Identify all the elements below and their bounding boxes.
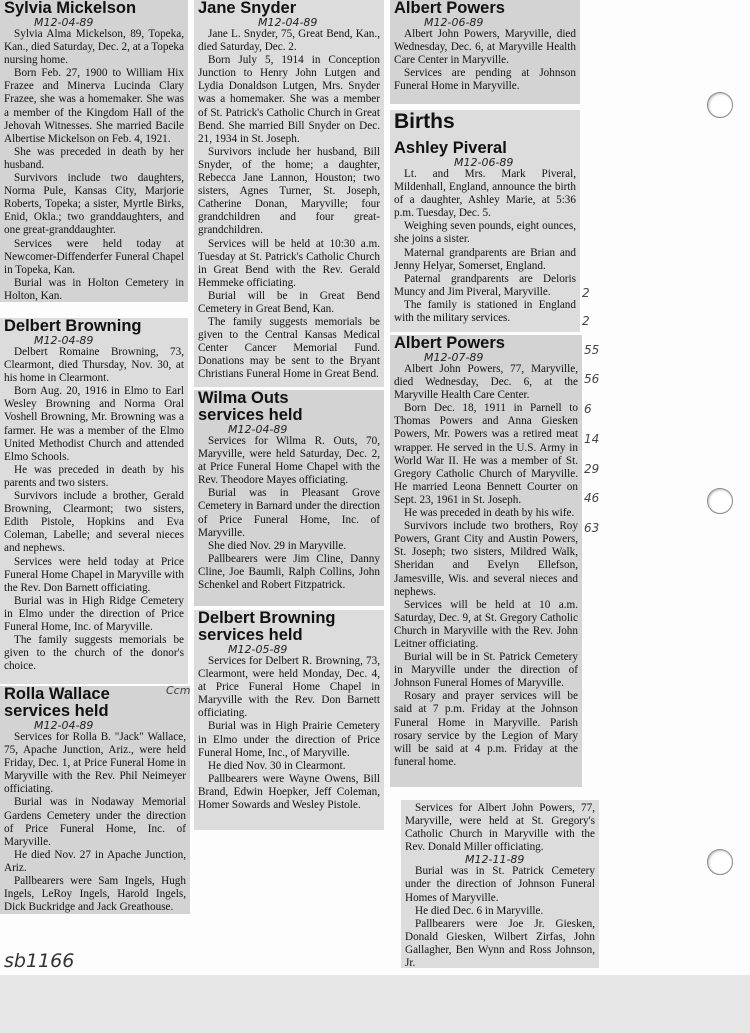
paragraph: Jane L. Snyder, 75, Great Bend, Kan., died Saturday, Dec. 2. xyxy=(198,28,380,54)
paragraph: Services for Albert John Powers, 77, Maryville, were held at St. Gregory's Catholic Church in Maryville with the Rev. Donald Miller officiating. xyxy=(405,802,595,854)
section-title: Births xyxy=(394,110,455,133)
paragraph: He was preceded in death by his wife. xyxy=(404,507,575,520)
obituary-heading: Sylvia Mickelson xyxy=(4,0,137,17)
paragraph: Rosary and prayer services will be said at 7 p.m. Friday at the Johnson Funeral Home in Maryville. Parish rosary service by the Legion of Mary will be said at 4 p.m. Friday at the funeral home. xyxy=(394,690,578,768)
paragraph: Burial will be in St. Patrick Cemetery in Maryville under the direction of Johnson Funeral Homes of Maryville. xyxy=(394,651,578,690)
obituary-heading: Jane Snyder xyxy=(198,0,297,17)
paragraph: Survivors include two brothers, Roy Powers, Grant City and Austin Powers, St. Joseph; two sisters, Mildred Walk, Sheridan and Evelyn Ellefson, Jamesville, Wis. and several nieces and nephews. xyxy=(394,520,578,598)
paragraph: Services will be held at 10:30 a.m. Tuesday at St. Patrick's Catholic Church in Great Bend with the Rev. Gerald Hemmeke officiating. xyxy=(198,237,380,289)
paragraph: Services for Rolla B. "Jack" Wallace, 75, Apache Junction, Ariz., were held Friday, Dec. 1, at Price Funeral Home in Maryville with the Rev. Phil Neimeyer officiating. xyxy=(4,731,186,796)
paragraph: Born July 5, 1914 in Conception Junction to Henry John Lutgen and Lydia Donaldson Lutgen, Mrs. Snyder was a homemaker. She was a member of St. Patrick's Catholic Church in Great Bend. She married Bill Snyder on Dec. 21, 1934 in St. Joseph. xyxy=(198,54,380,145)
clipping-jane-snyder xyxy=(194,0,384,387)
handwritten-date: M12-06-89 xyxy=(424,16,484,29)
handwritten-date: M12-04-89 xyxy=(34,334,94,347)
handwritten-date: M12-07-89 xyxy=(424,351,484,364)
margin-number: 29 xyxy=(584,462,600,476)
handwritten-date: M12-06-89 xyxy=(454,156,514,169)
obituary-heading: Albert Powers xyxy=(394,335,505,352)
clipping-albert-powers-notice xyxy=(390,0,580,104)
paragraph: Burial was in St. Patrick Cemetery under the direction of Johnson Funeral Homes of Maryville. xyxy=(405,865,595,904)
clipping-sylvia-mickelson xyxy=(0,0,188,302)
catalog-number: sb1166 xyxy=(4,950,75,972)
margin-number: 2 xyxy=(582,286,590,300)
obituary-heading: Wilma Outs services held xyxy=(198,390,303,424)
margin-note-ccm: Ccm xyxy=(166,684,191,697)
paragraph: Paternal grandparents are Deloris Muncy and Jim Piveral, Maryville. xyxy=(394,272,576,298)
paragraph: The family suggests memorials be given to the church of the donor's choice. xyxy=(4,634,184,673)
margin-number: 2 xyxy=(582,314,590,328)
handwritten-date: M12-04-89 xyxy=(34,719,94,732)
paragraph: Albert John Powers, Maryville, died Wednesday, Dec. 6, at Maryville Health Care Center in Maryville. xyxy=(394,28,576,67)
paragraph: She was preceded in death by her husband. xyxy=(4,145,184,171)
paragraph: Delbert Romaine Browning, 73, Clearmont, died Thursday, Nov. 30, at his home in Clearmont. xyxy=(4,346,184,385)
paragraph: Burial was in High Ridge Cemetery in Elmo under the direction of Price Funeral Home, Inc. of Maryville. xyxy=(4,594,184,633)
paragraph: Pallbearers were Wayne Owens, Bill Brand, Edwin Hoepker, Jeff Coleman, Homer Sowards and Wesley Pistole. xyxy=(198,772,380,812)
paragraph: Maternal grandparents are Brian and Jenny Helyar, Somerset, England. xyxy=(394,246,576,272)
handwritten-date: M12-11-89 xyxy=(465,853,525,867)
margin-number: 55 xyxy=(584,343,600,357)
obituary-heading: Delbert Browning xyxy=(4,318,142,335)
paragraph: Survivors include a brother, Gerald Browning, Clearmont; two sisters, Edith Pistole, Hopkins and Eva Coleman, Labelle; and several nieces and nephews. xyxy=(4,490,184,555)
paragraph: Born Feb. 27, 1900 to William Hix Frazee and Minerva Lucinda Clary Frazee, she was a homemaker. She was a member of the Kingdom Hall of the Jehovah Witnesses. She married Bacile Albertise Mickelson on Feb. 4, 1921. xyxy=(4,67,184,145)
clipping-delbert-browning-services xyxy=(194,610,384,830)
birth-heading: Ashley Piveral xyxy=(394,139,507,157)
handwritten-date: M12-04-89 xyxy=(34,16,94,29)
paragraph: He was preceded in death by his parents and two sisters. xyxy=(4,463,184,489)
paragraph: He died Nov. 30 in Clearmont. xyxy=(208,759,346,772)
paragraph: Weighing seven pounds, eight ounces, she joins a sister. xyxy=(394,220,576,246)
paragraph: The family is stationed in England with the military services. xyxy=(394,298,576,325)
obituary-heading: Delbert Browning services held xyxy=(198,610,336,644)
handwritten-date: M12-05-89 xyxy=(228,643,288,656)
handwritten-date: M12-04-89 xyxy=(258,16,318,29)
obituary-heading: Rolla Wallace services held xyxy=(4,686,110,720)
margin-number: 46 xyxy=(584,491,600,505)
margin-number: 6 xyxy=(584,402,592,416)
paragraph: Lt. and Mrs. Mark Piveral, Mildenhall, England, announce the birth of a daughter, Ashley Marie, at 5:36 p.m. Tuesday, Dec. 5. xyxy=(394,168,576,220)
paragraph: Survivors include two daughters, Norma Pule, Kansas City, Marjorie Roberts, Topeka; a sister, Myrtle Birks, Enid, Okla.; two granddaughters, and one great-granddaughter. xyxy=(4,172,184,237)
paragraph: She died Nov. 29 in Maryville. xyxy=(208,539,347,552)
clipping-wilma-outs xyxy=(194,390,384,606)
paragraph: Burial will be in Great Bend Cemetery in Great Bend, Kan. xyxy=(198,289,380,315)
paragraph: Services for Wilma R. Outs, 70, Maryville, were held Saturday, Dec. 2, at Price Funeral Home Chapel with the Rev. Theodore Mayes officiating. xyxy=(198,435,380,487)
paragraph: Services will be held at 10 a.m. Saturday, Dec. 9, at St. Gregory Catholic Church in Maryville with the Rev. John Leitner officiating. xyxy=(394,598,578,650)
clipping-albert-powers-services xyxy=(401,800,599,968)
margin-number: 14 xyxy=(584,432,600,446)
paragraph: Services were held today at Newcomer-Diffenderfer Funeral Chapel in Topeka, Kan. xyxy=(4,237,184,276)
paragraph: Pallbearers were Sam Ingels, Hugh Ingels, LeRoy Ingels, Harold Ingels, Dick Buckridge and Jack Greathouse. xyxy=(4,875,186,914)
paragraph: Sylvia Alma Mickelson, 89, Topeka, Kan., died Saturday, Dec. 2, at a Topeka nursing home. xyxy=(4,28,184,67)
scan-background xyxy=(0,975,750,1033)
obituary-heading: Albert Powers xyxy=(394,0,505,17)
paragraph: Services were held today at Price Funeral Home Chapel in Maryville with the Rev. Don Barnett officiating. xyxy=(4,555,184,594)
paragraph: Survivors include her husband, Bill Snyder, of the home; a daughter, Rebecca Jane Lannon, Houston; two sisters, Agnes Turner, St. Joseph, Catherine Donan, Maryville; four grandchildren and four great-grandchildren. xyxy=(198,145,380,237)
paragraph: Albert John Powers, 77, Maryville, died Wednesday, Dec. 6, at the Maryville Health Care Center. xyxy=(394,363,578,402)
paragraph: Services are pending at Johnson Funeral Home in Maryville. xyxy=(394,67,576,93)
paragraph: Pallbearers were Joe Jr. Giesken, Donald Giesken, Wilbert Zirfas, John Gallagher, Ben Wynn and Ross Johnson, Jr. xyxy=(405,917,595,968)
clipping-albert-powers-obituary xyxy=(390,335,582,787)
clipping-delbert-browning xyxy=(0,318,188,684)
paragraph: Burial was in Pleasant Grove Cemetery in Barnard under the direction of Price Funeral Home, Inc. of Maryville. xyxy=(198,487,380,539)
paragraph: Born Aug. 20, 1916 in Elmo to Earl Wesley Browning and Norma Oral Voshell Browning, Mr. Browning was a farmer. He was a member of the Elmo United Methodist Church and attended Elmo Schools. xyxy=(4,385,184,463)
paragraph: Services for Delbert R. Browning, 73, Clearmont, were held Monday, Dec. 4, at Price Funeral Home Chapel in Maryville with the Rev. Don Barnett officiating. xyxy=(198,655,380,720)
paragraph: He died Nov. 27 in Apache Junction, Ariz. xyxy=(4,848,186,874)
binder-hole-icon xyxy=(707,488,733,514)
paragraph: Pallbearers were Jim Cline, Danny Cline, Joe Baumli, Ralph Collins, John Schenkel and Robert Fitzpatrick. xyxy=(198,552,380,592)
paragraph: He died Dec. 6 in Maryville. xyxy=(415,904,544,917)
handwritten-date: M12-04-89 xyxy=(228,423,288,436)
binder-hole-icon xyxy=(707,92,733,118)
margin-number: 56 xyxy=(584,372,600,386)
paragraph: Born Dec. 18, 1911 in Parnell to Thomas Powers and Anna Giesken Powers, Mr. Powers was a retired meat wrapper. He served in the U.S. Army in World War II. He was a member of St. Gregory Catholic Church of Maryville. He married Leona Bennett Courter on Sept. 23, 1961 in St. Joseph. xyxy=(394,402,578,506)
clipping-births xyxy=(390,110,580,332)
paragraph: Burial was in High Prairie Cemetery in Elmo under the direction of Price Funeral Home, Inc., of Maryville. xyxy=(198,720,380,759)
paragraph: The family suggests memorials be given to the Central Kansas Medical Center Cancer Memorial Fund. Donations may be sent to the Bryant Christians Funeral Home in Great Bend. xyxy=(198,316,380,381)
paragraph: Burial was in Holton Cemetery in Holton, Kan. xyxy=(4,276,184,302)
binder-hole-icon xyxy=(707,849,733,875)
margin-number: 63 xyxy=(584,521,600,535)
clipping-rolla-wallace xyxy=(0,686,190,914)
paragraph: Burial was in Nodaway Memorial Gardens Cemetery under the direction of Price Funeral Home, Inc. of Maryville. xyxy=(4,796,186,848)
